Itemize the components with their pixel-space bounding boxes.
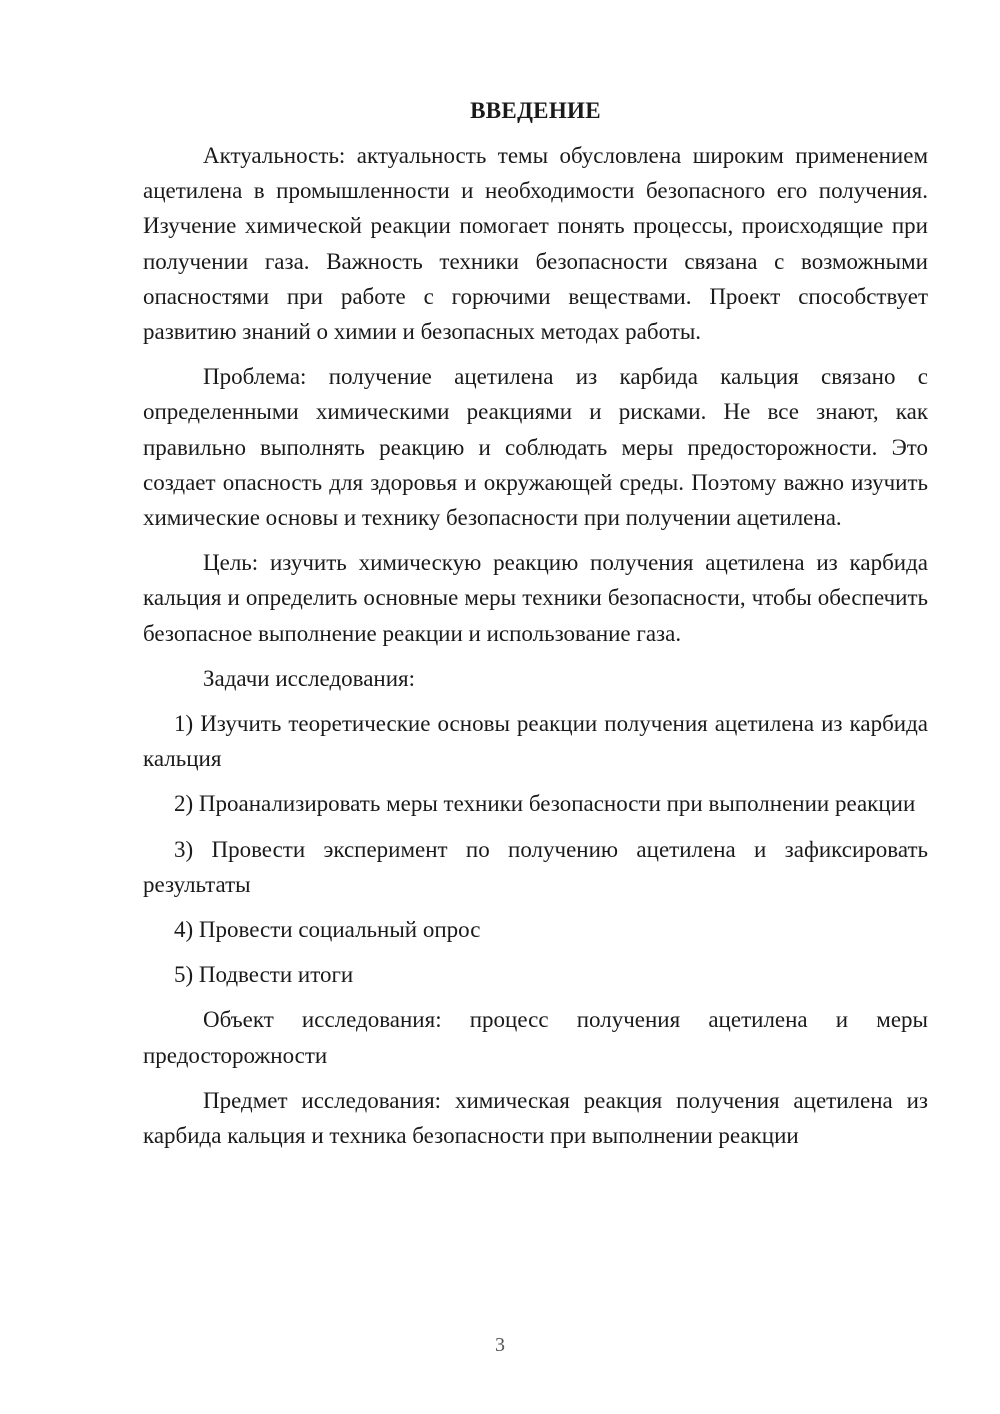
relevance-paragraph: Актуальность: актуальность темы обусловлена широким применением ацетилена в промышленности и необходимости безопасного его получения. Изучение химической реакции помогает понять процессы, происходящие при получении газа. Важность техники безопасности связана с возможными опасностями при работе с горючими веществами. Проект способствует развитию знаний о химии и безопасных методах работы. <box>143 143 928 345</box>
page-content <box>143 96 928 1153</box>
task-item-1: 1) Изучить теоретические основы реакции получения ацетилена из карбида кальция <box>143 711 928 772</box>
goal-paragraph: Цель: изучить химическую реакцию получения ацетилена из карбида кальция и определить основные меры техники безопасности, чтобы обеспечить безопасное выполнение реакции и использование газа. <box>143 550 928 646</box>
page-title: ВВЕДЕНИЕ <box>470 98 601 123</box>
subject-paragraph: Предмет исследования: химическая реакция получения ацетилена из карбида кальция и техника безопасности при выполнении реакции <box>143 1087 928 1149</box>
task-item-3: 3) Провести эксперимент по получению ацетилена и зафиксировать результаты <box>143 836 928 897</box>
task-item-4: 4) Провести социальный опрос <box>174 917 481 943</box>
object-paragraph: Объект исследования: процесс получения ацетилена и меры предосторожности <box>143 1007 928 1068</box>
page-number: 3 <box>495 1334 505 1356</box>
tasks-heading: Задачи исследования: <box>203 665 416 691</box>
problem-paragraph: Проблема: получение ацетилена из карбида кальция связано с определенными химическими реакциями и рисками. Не все знают, как правильно выполнять реакцию и соблюдать меры предосторожности. Это создает опасность для здоровья и окружающей среды. Поэтому важно изучить химические основы и технику безопасности при получении ацетилена. <box>143 364 928 531</box>
task-item-2: 2) Проанализировать меры техники безопасности при выполнении реакции <box>174 791 916 817</box>
task-item-5: 5) Подвести итоги <box>174 962 354 988</box>
